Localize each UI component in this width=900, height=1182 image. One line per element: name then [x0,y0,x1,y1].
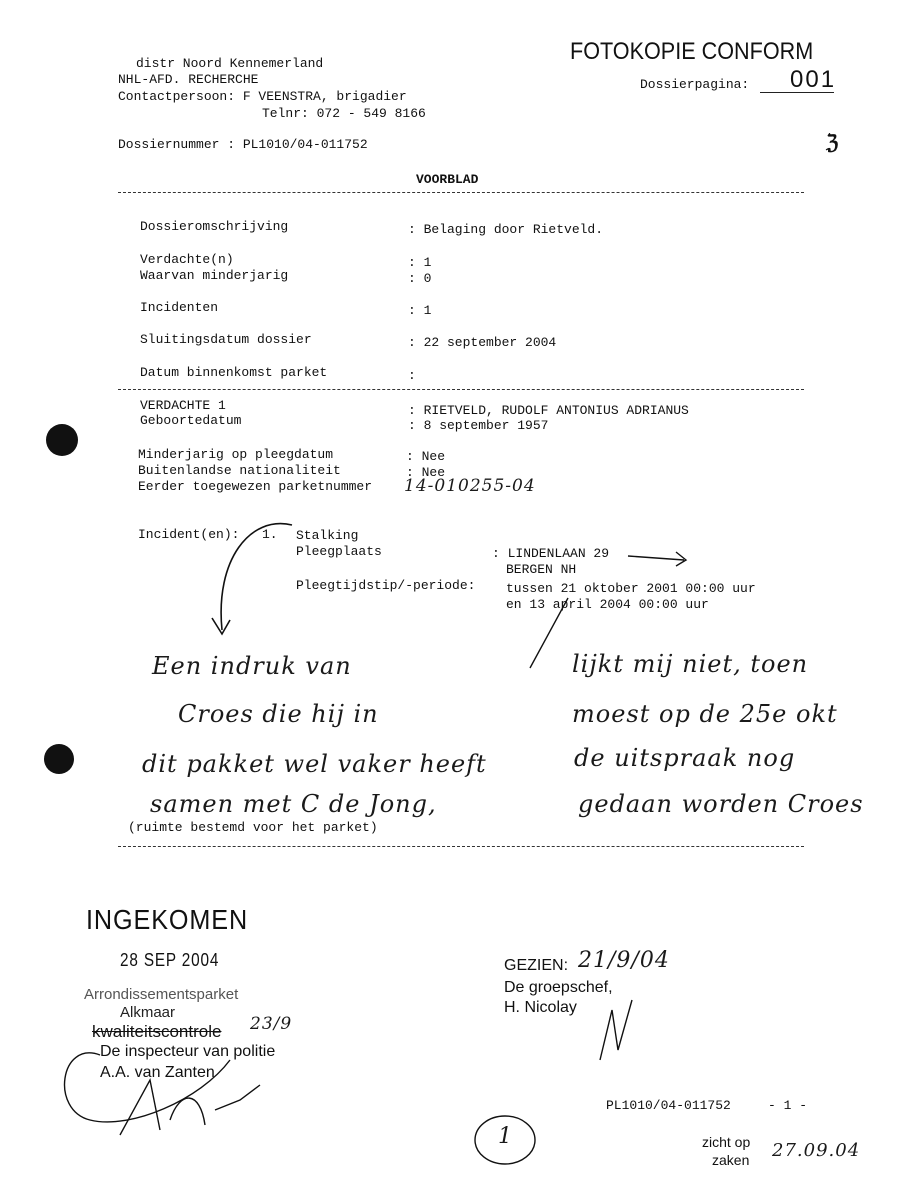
received-stamp-line2: Alkmaar [120,1004,176,1021]
suspect-heading: VERDACHTE 1 [140,398,226,413]
incident-place-line2: BERGEN NH [506,562,577,577]
received-stamp-line1: Arrondissementsparket [84,986,239,1003]
incident-period-line1: tussen 21 oktober 2001 00:00 uur [506,581,756,596]
quality-control-label: kwaliteitscontrole [92,1022,222,1041]
seen-date: 21/9/04 [578,948,670,973]
suspect-name: : RIETVELD, RUDOLF ANTONIUS ADRIANUS [408,403,689,418]
summary-label-suspects: Verdachte(n) [140,252,234,267]
signature-strokes-icon [120,1080,260,1135]
footer-dossier-number: PL1010/04-011752 [606,1098,731,1113]
seen-role: De groepschef, [504,979,613,996]
summary-value-closing-date: : 22 september 2004 [408,335,557,350]
suspect-minor-label: Minderjarig op pleegdatum [138,447,334,462]
summary-label-minors: Waarvan minderjarig [140,268,289,283]
summary-value-arrival-date: : [408,368,416,383]
phone-line: Telnr: 072 - 549 8166 [262,106,426,121]
slash-pointer-icon [530,598,568,668]
district-line: distr Noord Kennemerland [136,56,324,71]
contact-line: Contactpersoon: F VEENSTRA, brigadier [118,89,407,104]
summary-label-closing-date: Sluitingsdatum dossier [140,332,312,347]
summary-value-description: : Belaging door Rietveld. [408,222,604,237]
quality-inspector-name: A.A. van Zanten [100,1064,215,1081]
note-left-line1: Een indruk van [152,652,352,680]
footer-page-number: - 1 - [768,1098,808,1113]
incident-period-label: Pleegtijdstip/-periode: [296,578,476,593]
copy-stamp-label: FOTOKOPIE CONFORM [570,38,814,65]
suspect-prev-case-number: 14-010255-04 [404,476,536,496]
seen-cases-line1: zicht op [702,1134,751,1150]
note-right-line4: gedaan worden Croes [578,790,864,818]
note-right-line2: moest op de 25e okt [572,700,838,728]
incident-number: 1. [262,527,278,542]
summary-label-arrival-date: Datum binnenkomst parket [140,365,328,380]
divider-bottom [118,846,804,847]
note-left-line4: samen met C de Jong, [150,790,437,818]
suspect-minor-value: : Nee [406,449,446,464]
corner-mark-icon: ℨ [826,130,839,154]
summary-value-suspects: : 1 [408,255,432,270]
summary-value-minors: : 0 [408,271,432,286]
seen-name: H. Nicolay [504,999,577,1016]
short-arrow-icon [628,552,686,566]
dossier-page-label: Dossierpagina: [640,77,750,92]
incident-place-label: Pleegplaats [296,544,382,559]
suspect-dob-label: Geboortedatum [140,413,242,428]
curved-arrow-icon [221,524,292,630]
page-title: VOORBLAD [416,172,479,187]
punch-hole-lower-icon [44,744,74,774]
note-right-line1: lijkt mij niet, toen [572,650,809,678]
received-stamp-title: INGEKOMEN [86,904,249,935]
suspect-foreign-value: : Nee [406,465,446,480]
dossier-page-number: 001 [790,66,837,93]
incident-type: Stalking [296,528,359,543]
incident-period-line2: en 13 april 2004 00:00 uur [506,597,709,612]
dossier-number: Dossiernummer : PL1010/04-011752 [118,137,368,152]
summary-label-incidents: Incidenten [140,300,219,315]
parket-note: (ruimte bestemd voor het parket) [128,820,378,835]
note-right-line3: de uitspraak nog [574,744,796,772]
note-left-line3: dit pakket wel vaker heeft [142,750,487,778]
seen-label: GEZIEN: [504,957,569,974]
note-left-line2: Croes die hij in [178,700,379,728]
quality-control-initials: 23/9 [250,1014,293,1034]
incident-place-line1: : LINDENLAAN 29 [492,546,610,561]
received-stamp-date: 28 SEP 2004 [120,950,220,970]
summary-value-incidents: : 1 [408,303,432,318]
suspect-foreign-label: Buitenlandse nationaliteit [138,463,341,478]
quality-inspector-title: De inspecteur van politie [100,1043,276,1060]
circled-number: 1 [498,1124,513,1149]
punch-hole-upper-icon [46,424,78,456]
suspect-prev-case-label: Eerder toegewezen parketnummer [138,479,373,494]
suspect-dob: : 8 september 1957 [408,418,549,433]
seen-cases-date: 27.09.04 [772,1140,861,1161]
seen-cases-line2: zaken [712,1152,750,1168]
summary-label-description: Dossieromschrijving [140,219,289,234]
incident-label: Incident(en): [138,527,240,542]
nicolay-signature-icon [600,1000,632,1060]
department-line: NHL-AFD. RECHERCHE [118,72,259,87]
